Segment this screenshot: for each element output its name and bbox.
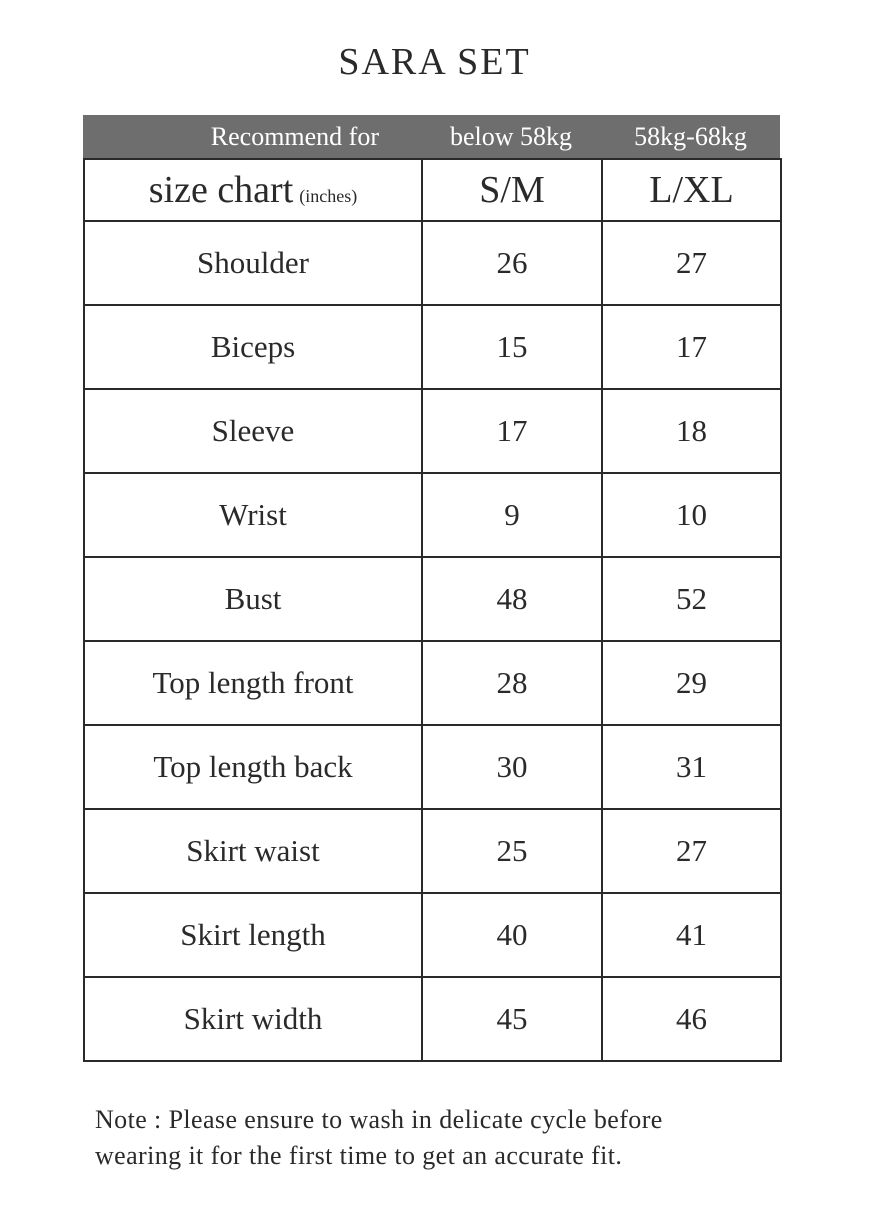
value-lxl: 52 [602, 557, 781, 641]
value-sm: 30 [422, 725, 602, 809]
measurement-name: Wrist [84, 473, 422, 557]
size-table [83, 158, 782, 1062]
table-row [84, 557, 781, 641]
table-row [84, 977, 781, 1061]
table-row [84, 641, 781, 725]
value-lxl: 46 [602, 977, 781, 1061]
value-sm: 15 [422, 305, 602, 389]
recommend-label: Recommend for [210, 121, 379, 151]
size-chart-label: size chart [148, 169, 294, 211]
size-unit-label: (inches) [299, 186, 358, 206]
size-chart [83, 115, 780, 1062]
measurement-name: Sleeve [84, 389, 422, 473]
recommend-header [83, 115, 780, 158]
value-lxl: 31 [602, 725, 781, 809]
value-sm: 48 [422, 557, 602, 641]
value-lxl: 17 [602, 305, 781, 389]
size-lxl-header: L/XL [602, 159, 781, 221]
value-lxl: 27 [602, 221, 781, 305]
size-header-row [84, 159, 781, 221]
care-note-line-2: wearing it for the first time to get an accurate fit. [95, 1141, 623, 1170]
table-row [84, 305, 781, 389]
value-lxl: 10 [602, 473, 781, 557]
care-note-line-1: Note : Please ensure to wash in delicate cycle before [95, 1105, 663, 1134]
table-row [84, 725, 781, 809]
weight-range-sm: below 58kg [449, 121, 573, 151]
measurement-name: Bust [84, 557, 422, 641]
measurement-name: Top length back [84, 725, 422, 809]
value-lxl: 27 [602, 809, 781, 893]
weight-range-lxl: 58kg-68kg [634, 121, 747, 151]
value-sm: 25 [422, 809, 602, 893]
table-row [84, 809, 781, 893]
value-sm: 28 [422, 641, 602, 725]
value-lxl: 18 [602, 389, 781, 473]
value-sm: 40 [422, 893, 602, 977]
table-row [84, 893, 781, 977]
measurement-name: Skirt width [84, 977, 422, 1061]
measurement-name: Shoulder [84, 221, 422, 305]
value-sm: 26 [422, 221, 602, 305]
size-sm-header: S/M [422, 159, 602, 221]
table-row [84, 389, 781, 473]
value-sm: 17 [422, 389, 602, 473]
measurement-name: Skirt waist [84, 809, 422, 893]
measurement-name: Top length front [84, 641, 422, 725]
measurement-name: Biceps [84, 305, 422, 389]
value-lxl: 41 [602, 893, 781, 977]
value-sm: 45 [422, 977, 602, 1061]
table-row [84, 221, 781, 305]
table-row [84, 473, 781, 557]
value-sm: 9 [422, 473, 602, 557]
size-chart-label-cell [84, 159, 422, 221]
value-lxl: 29 [602, 641, 781, 725]
care-note [95, 1102, 785, 1174]
measurement-name: Skirt length [84, 893, 422, 977]
page-title: SARA SET [338, 41, 531, 83]
